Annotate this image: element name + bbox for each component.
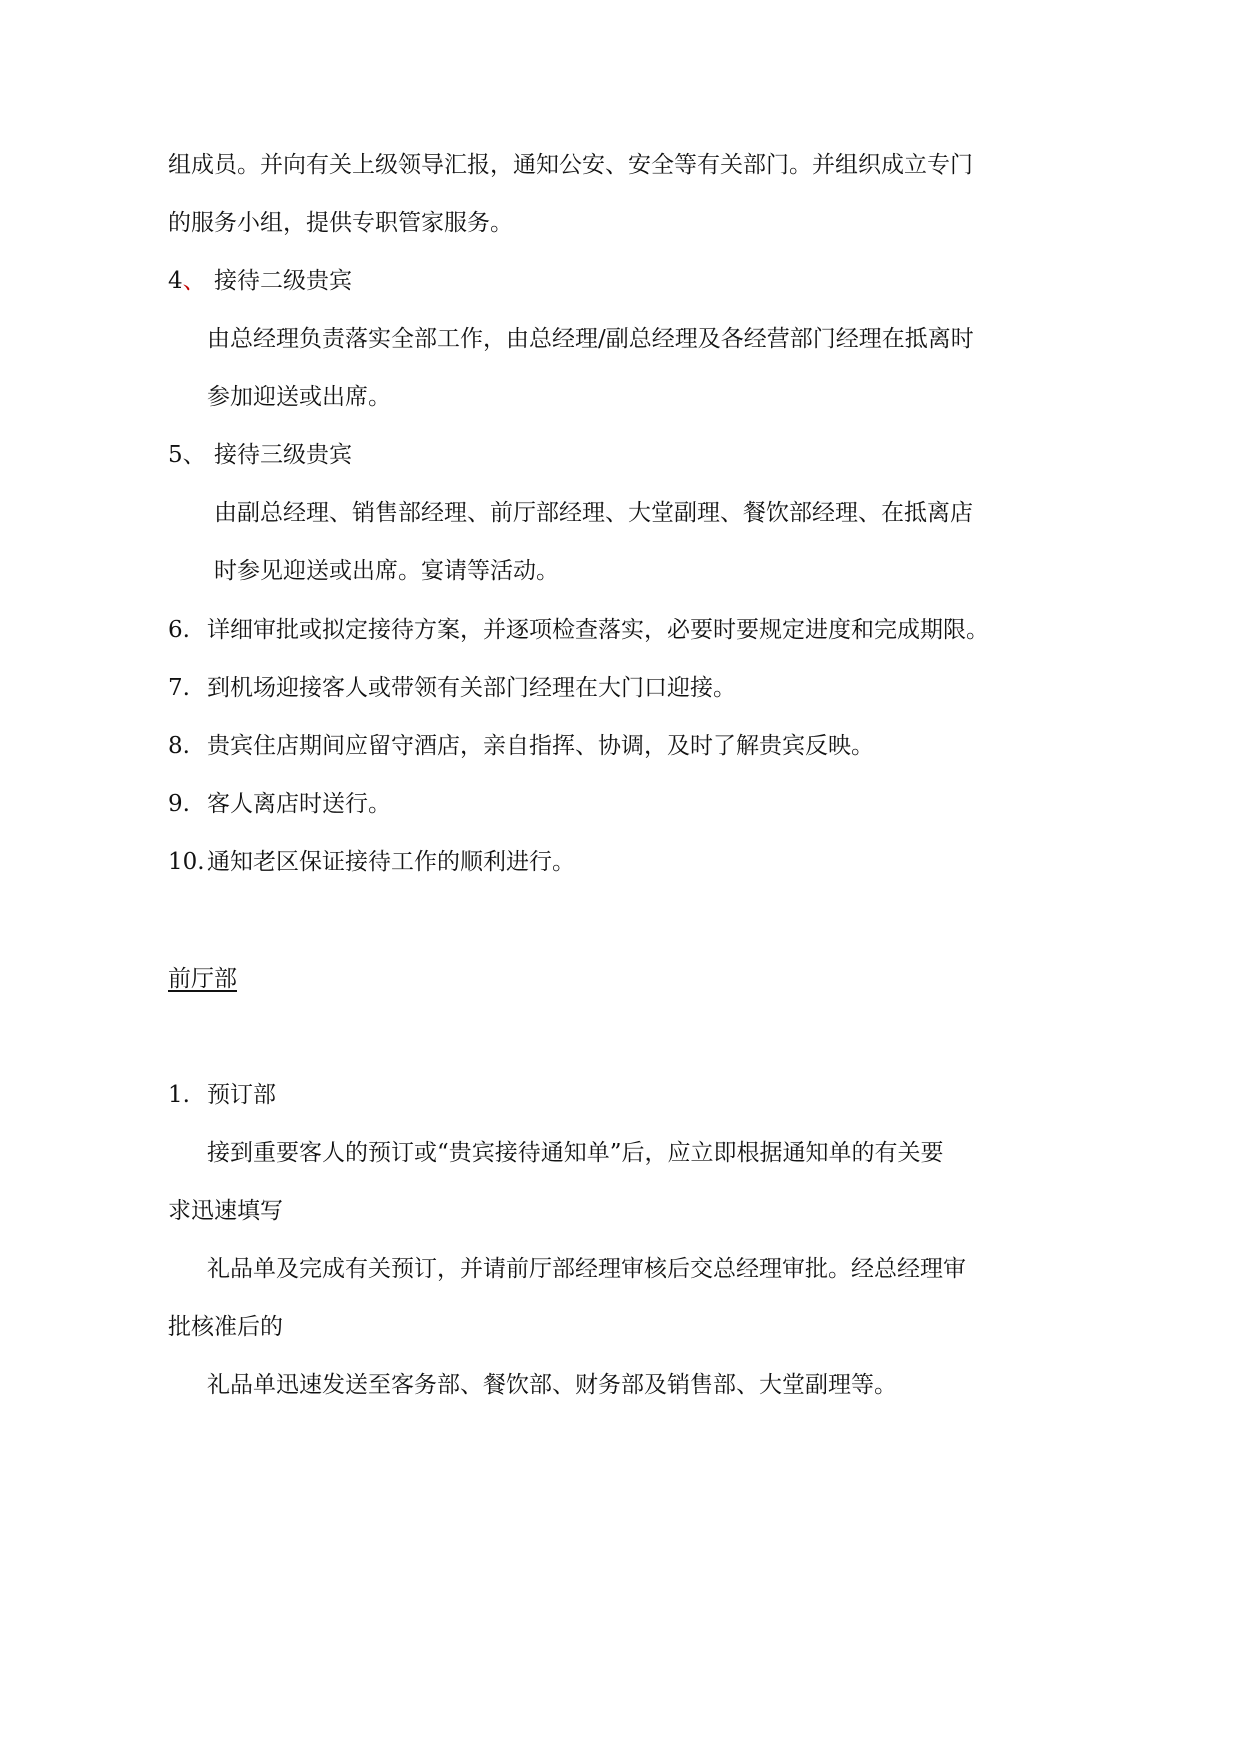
- intro-line-1: 组成员。并向有关上级领导汇报，通知公安、安全等有关部门。并组织成立专门: [168, 152, 973, 178]
- list-item-number: 9.: [168, 791, 190, 817]
- list-item: [168, 615, 989, 645]
- item-4-heading: [168, 266, 352, 296]
- item-5-title: 接待三级贵宾: [214, 442, 352, 468]
- list-item-number: 10.: [168, 849, 205, 875]
- list-item-text: 通知老区保证接待工作的顺利进行。: [207, 849, 575, 875]
- paragraph-1-line-2: 求迅速填写: [168, 1198, 283, 1224]
- section-item-1-number: 1.: [168, 1082, 190, 1108]
- list-item-text: 贵宾住店期间应留守酒店，亲自指挥、协调，及时了解贵宾反映。: [207, 733, 874, 759]
- item-4-body-line-2: 参加迎送或出席。: [207, 384, 391, 410]
- paragraph-2-line-2: 批核准后的: [168, 1314, 283, 1340]
- item-4-separator: 、: [182, 268, 206, 294]
- list-item-number: 8.: [168, 733, 190, 759]
- list-item-number: 7.: [168, 675, 190, 701]
- list-item-text: 详细审批或拟定接待方案，并逐项检查落实，必要时要规定进度和完成期限。: [207, 617, 989, 643]
- list-item-number: 6.: [168, 617, 190, 643]
- section-item-1-heading: [168, 1080, 276, 1110]
- list-item: [168, 673, 736, 703]
- paragraph-2-line-1: 礼品单及完成有关预订，并请前厅部经理审核后交总经理审批。经总经理审: [207, 1256, 966, 1282]
- intro-line-2: 的服务小组，提供专职管家服务。: [168, 210, 513, 236]
- item-5-heading: [168, 440, 352, 470]
- list-item: [168, 847, 575, 877]
- list-item-text: 到机场迎接客人或带领有关部门经理在大门口迎接。: [207, 675, 736, 701]
- section-heading: 前厅部: [168, 966, 237, 992]
- paragraph-1-line-1: 接到重要客人的预订或“贵宾接待通知单”后，应立即根据通知单的有关要: [207, 1140, 944, 1166]
- item-4-number: 4: [168, 268, 183, 294]
- item-5-number: 5、: [168, 442, 206, 468]
- paragraph-3-line-1: 礼品单迅速发送至客务部、餐饮部、财务部及销售部、大堂副理等。: [207, 1372, 897, 1398]
- item-4-title: 接待二级贵宾: [214, 268, 352, 294]
- item-5-body-line-2: 时参见迎送或出席。宴请等活动。: [214, 558, 559, 584]
- section-item-1-title: 预订部: [207, 1082, 276, 1108]
- item-4-body-line-1: 由总经理负责落实全部工作，由总经理/副总经理及各经营部门经理在抵离时: [207, 326, 974, 352]
- list-item: [168, 731, 874, 761]
- list-item-text: 客人离店时送行。: [207, 791, 391, 817]
- list-item: [168, 789, 391, 819]
- item-5-body-line-1: 由副总经理、销售部经理、前厅部经理、大堂副理、餐饮部经理、在抵离店: [214, 500, 973, 526]
